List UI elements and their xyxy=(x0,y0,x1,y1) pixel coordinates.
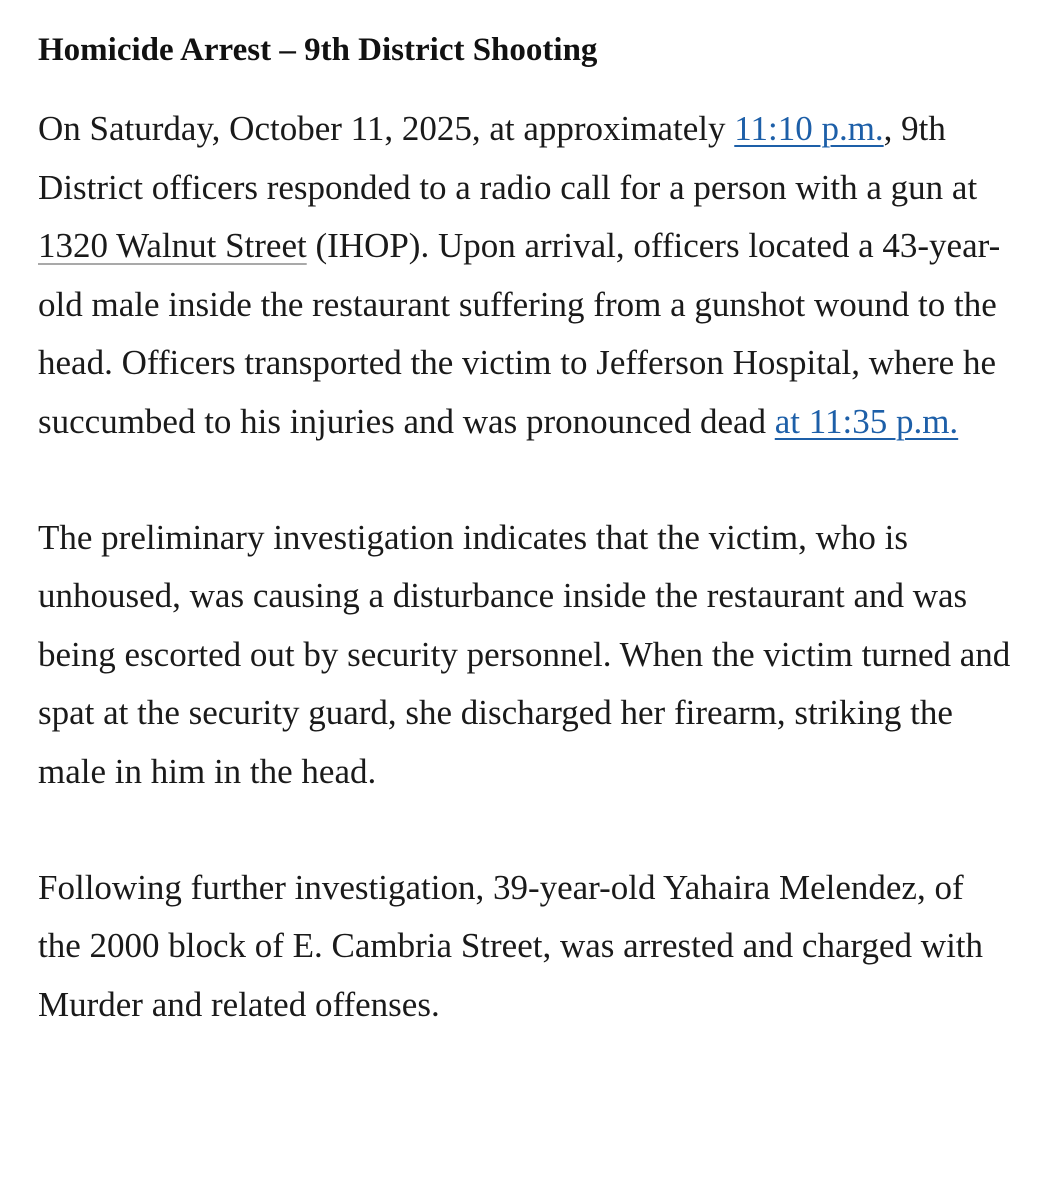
paragraph-text: , 9th District officers responded to a radio call for a person with a gun at xyxy=(38,109,978,207)
paragraph-investigation: The preliminary investigation indicates that the victim, who is unhoused, was causing a disturbance inside the restaurant and was being escorted out by security personnel. When the victim turned and spat at the security guard, she discharged her firearm, striking the male in him in the head. xyxy=(38,517,1011,791)
paragraph-incident xyxy=(38,100,1013,452)
paragraph-arrest: Following further investigation, 39-year-old Yahaira Melendez, of the 2000 block of E. Cambria Street, was arrested and charged with Murder and related offenses. xyxy=(38,867,984,1024)
paragraph-text: On Saturday, October 11, 2025, at approximately xyxy=(38,109,735,148)
address-link[interactable]: 1320 Walnut Street xyxy=(38,226,307,266)
time-link-death[interactable]: at 11:35 p.m. xyxy=(774,401,959,441)
time-link-call[interactable]: 11:10 p.m. xyxy=(734,109,884,148)
paragraph-text: (IHOP). Upon arrival, officers located a 43-year-old male inside the restaurant suffering from a gunshot wound to the head. Officers transported the victim to Jefferson Hospital, where he succumbed to his injuries and was pronounced dead xyxy=(38,226,1001,441)
press-release-article xyxy=(38,22,1013,1034)
headline: Homicide Arrest – 9th District Shooting xyxy=(38,32,598,68)
